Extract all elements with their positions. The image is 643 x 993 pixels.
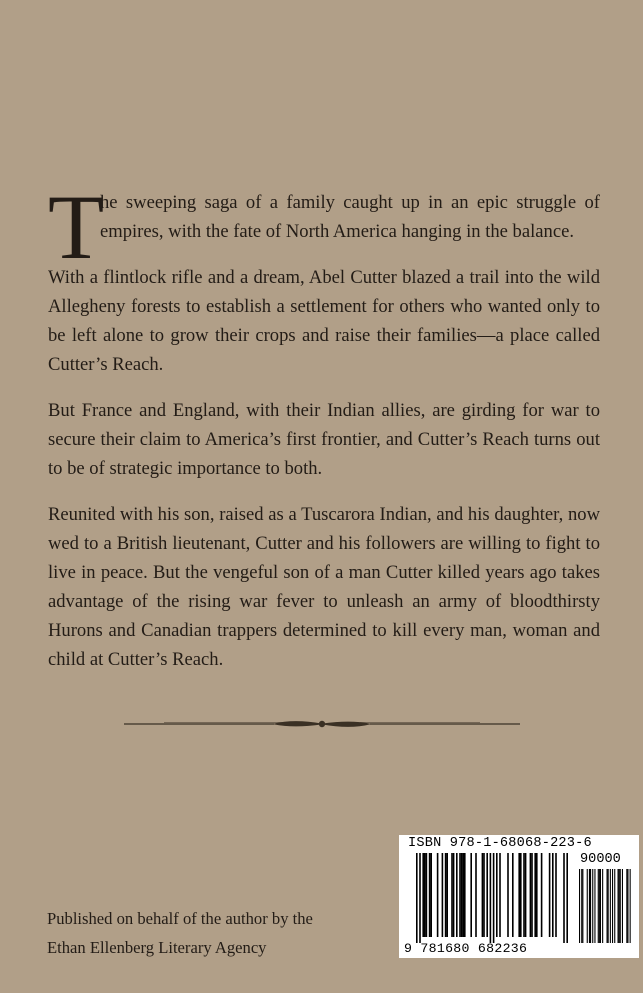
blurb-paragraph-1	[48, 176, 600, 278]
addon-bar	[587, 869, 588, 943]
blurb-paragraph-2: With a flintlock rifle and a dream, Abel Cutter blazed a trail into the wild Allegheny forests to establish a settlement for others who wanted only to be left alone to grow their crops and raise their families—a place called Cutter’s Reach.	[48, 267, 600, 375]
addon-bar	[594, 869, 595, 943]
barcode-bar	[459, 853, 461, 937]
barcode-bar	[442, 853, 444, 937]
isbn-text: ISBN 978-1-68068-223-6	[408, 836, 592, 851]
barcode-bar	[530, 853, 532, 937]
barcode-bar	[419, 853, 421, 943]
barcode-bar	[536, 853, 538, 937]
barcode-bar	[446, 853, 448, 937]
drop-cap: T	[48, 176, 105, 278]
barcode-bar	[422, 853, 424, 937]
barcode-bar	[451, 853, 453, 937]
barcode-bar	[426, 853, 428, 937]
barcode-bar	[416, 853, 418, 943]
barcode-bar	[430, 853, 432, 937]
addon-bars	[579, 869, 635, 943]
addon-bar	[619, 869, 620, 943]
addon-bar	[614, 869, 615, 943]
publisher-note	[47, 904, 377, 962]
barcode-bar	[518, 853, 520, 937]
barcode-bar	[541, 853, 543, 937]
barcode-bar	[523, 853, 525, 937]
addon-bar	[589, 869, 590, 943]
addon-bar	[622, 869, 623, 943]
barcode-bar	[475, 853, 477, 937]
addon-bar	[598, 869, 599, 943]
barcode-bar	[486, 853, 488, 937]
addon-bar	[600, 869, 601, 943]
barcode-bar	[499, 853, 501, 937]
addon-bar	[612, 869, 613, 943]
barcode-bar	[525, 853, 527, 937]
barcode-bar	[496, 853, 498, 937]
blurb-paragraph-1-text: he sweeping saga of a family caught up in an epic struggle of empires, with the fate of North America hanging in the balance.	[100, 192, 600, 242]
barcode-bar	[520, 853, 522, 937]
addon-bar	[610, 869, 611, 943]
barcode-bar	[437, 853, 439, 937]
publisher-line-1: Published on behalf of the author by the	[47, 909, 313, 928]
publisher-line-2: Ethan Ellenberg Literary Agency	[47, 938, 267, 957]
barcode-bar	[483, 853, 485, 937]
barcode-bar	[531, 853, 533, 937]
addon-bar	[620, 869, 621, 943]
barcode-bar	[512, 853, 514, 937]
barcode-bar	[490, 853, 492, 943]
addon-bar	[581, 869, 582, 943]
addon-bar	[592, 869, 593, 943]
blurb-paragraph-3: But France and England, with their Indian allies, are girding for war to secure their claim to America’s first frontier, and Cutter’s Reach turns out to be of strategic importance to both.	[48, 400, 600, 479]
barcode-bar	[470, 853, 472, 937]
addon-bar	[599, 869, 600, 943]
addon-bar	[607, 869, 608, 943]
addon-bar	[630, 869, 631, 943]
isbn-barcode	[399, 835, 639, 958]
addon-bar	[590, 869, 591, 943]
barcode-bar	[549, 853, 551, 937]
addon-bar	[608, 869, 609, 943]
barcode-bar	[445, 853, 447, 937]
barcode-bar	[566, 853, 568, 943]
blurb-text	[48, 176, 600, 691]
barcode-bar	[464, 853, 466, 937]
barcode-bar	[563, 853, 565, 943]
barcode-bar	[552, 853, 554, 937]
price-code: 90000	[580, 852, 621, 867]
barcode-bar	[424, 853, 426, 937]
addon-bar	[602, 869, 603, 943]
addon-bar	[618, 869, 619, 943]
barcode-bar	[462, 853, 464, 937]
barcode-bar	[429, 853, 431, 937]
addon-bar	[627, 869, 628, 943]
barcode-bar	[493, 853, 495, 943]
addon-bar	[626, 869, 627, 943]
barcode-bar	[555, 853, 557, 937]
ornament-divider	[124, 714, 520, 734]
ean-digits: 9 781680 682236	[404, 941, 528, 956]
addon-bar	[582, 869, 583, 943]
barcode-bar	[461, 853, 463, 937]
barcode-bar	[456, 853, 458, 937]
barcode-bar	[482, 853, 484, 937]
ean13-bars	[416, 853, 576, 943]
barcode-bar	[453, 853, 455, 937]
blurb-paragraph-4: Reunited with his son, raised as a Tuscarora Indian, and his daughter, now wed to a British lieutenant, Cutter and his followers are willing to fight to live in peace. But the vengeful son of a man Cutter killed years ago takes advantage of the rising war fever to unleash an army of bloodthirsty Hurons and Canadian trappers determined to kill every man, woman and child at Cutter’s Reach.	[48, 504, 600, 670]
barcode-bar	[507, 853, 509, 937]
addon-bar	[579, 869, 580, 943]
barcode-bar	[534, 853, 536, 937]
